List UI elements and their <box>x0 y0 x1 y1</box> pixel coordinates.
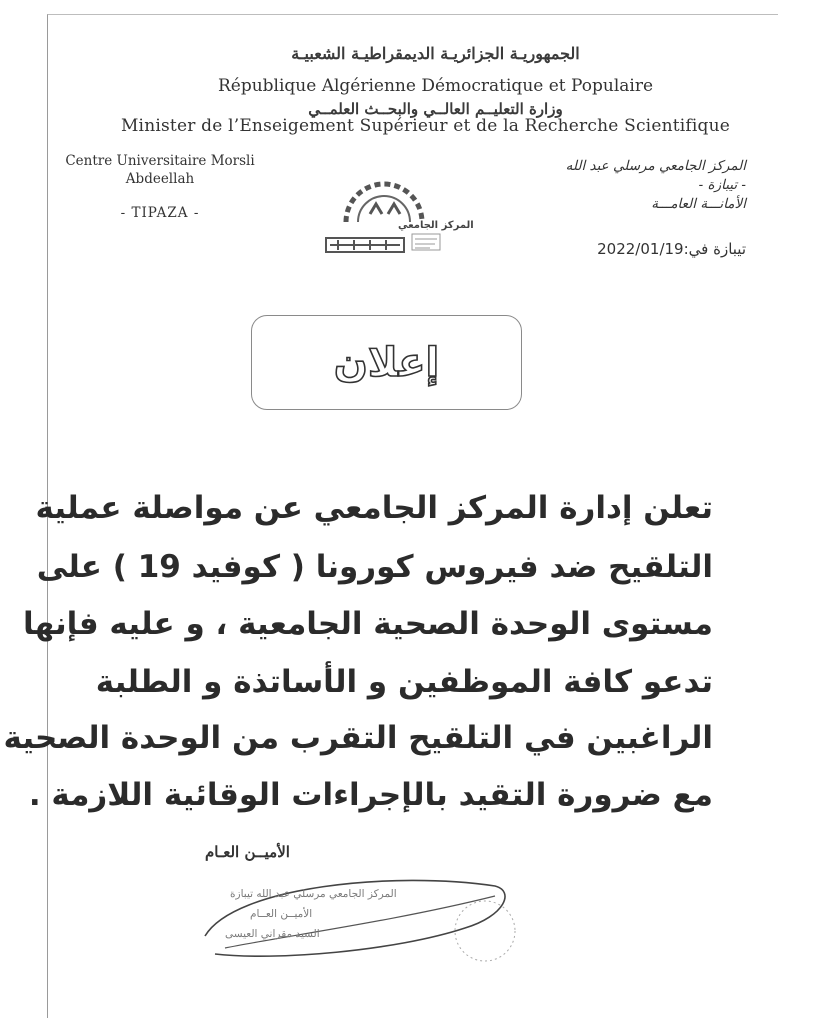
university-logo-icon <box>318 170 474 260</box>
institution-name-line1: Centre Universitaire Morsli <box>65 153 255 169</box>
stamp-line3: السيد مقراني العيسى <box>225 928 320 940</box>
logo-arabic-name: المركز الجامعي <box>398 220 474 231</box>
institution-name-line2: Abdeellah <box>125 171 195 187</box>
document-date: تيبازة في:2022/01/19 <box>597 240 746 258</box>
body-line: تعلن إدارة المركز الجامعي عن مواصلة عملية <box>35 490 713 526</box>
announcement-title-box <box>251 315 522 410</box>
institution-ar-line1: المركز الجامعي مرسلي عبد الله <box>565 158 746 174</box>
institution-ar-line2: - تيبازة - <box>698 177 746 193</box>
header-republic-arabic: الجمهوريـة الجزائريـة الديمقراطيـة الشعبيـة <box>291 44 580 63</box>
institution-ar-line3: الأمانـــة العامـــة <box>651 196 746 212</box>
body-line: مع ضرورة التقيد بالإجراءات الوقائية اللازمة . <box>28 777 713 813</box>
institution-city: - TIPAZA - <box>120 205 200 221</box>
header-ministry-arabic: وزارة التعليــم العالــي والبحــث العلمــي <box>308 100 563 118</box>
stamp-line2: الأميــن العــام <box>250 908 313 920</box>
body-line: الراغبين في التلقيح التقرب من الوحدة الصحية <box>3 720 713 756</box>
announcement-title: إعلان <box>333 339 440 386</box>
body-line: مستوى الوحدة الصحية الجامعية ، و عليه فإنها <box>22 606 713 642</box>
signatory-title: الأميــن العـام <box>205 843 290 861</box>
body-line: التلقيح ضد فيروس كورونا ( كوفيد 19 ) على <box>36 549 713 585</box>
stamp-line1: المركز الجامعي مرسلي عبد الله تيبازة <box>230 888 397 900</box>
institution-french <box>60 152 260 222</box>
header-ministry-french: Minister de l’Enseigement Supérieur et de la Recherche Scientifique <box>120 116 731 136</box>
signature-stamp-icon <box>195 866 525 971</box>
body-line: تدعو كافة الموظفين و الأساتذة و الطلبة <box>95 664 713 700</box>
institution-arabic <box>496 157 746 214</box>
header-republic-french: République Algérienne Démocratique et Populaire <box>217 76 654 96</box>
